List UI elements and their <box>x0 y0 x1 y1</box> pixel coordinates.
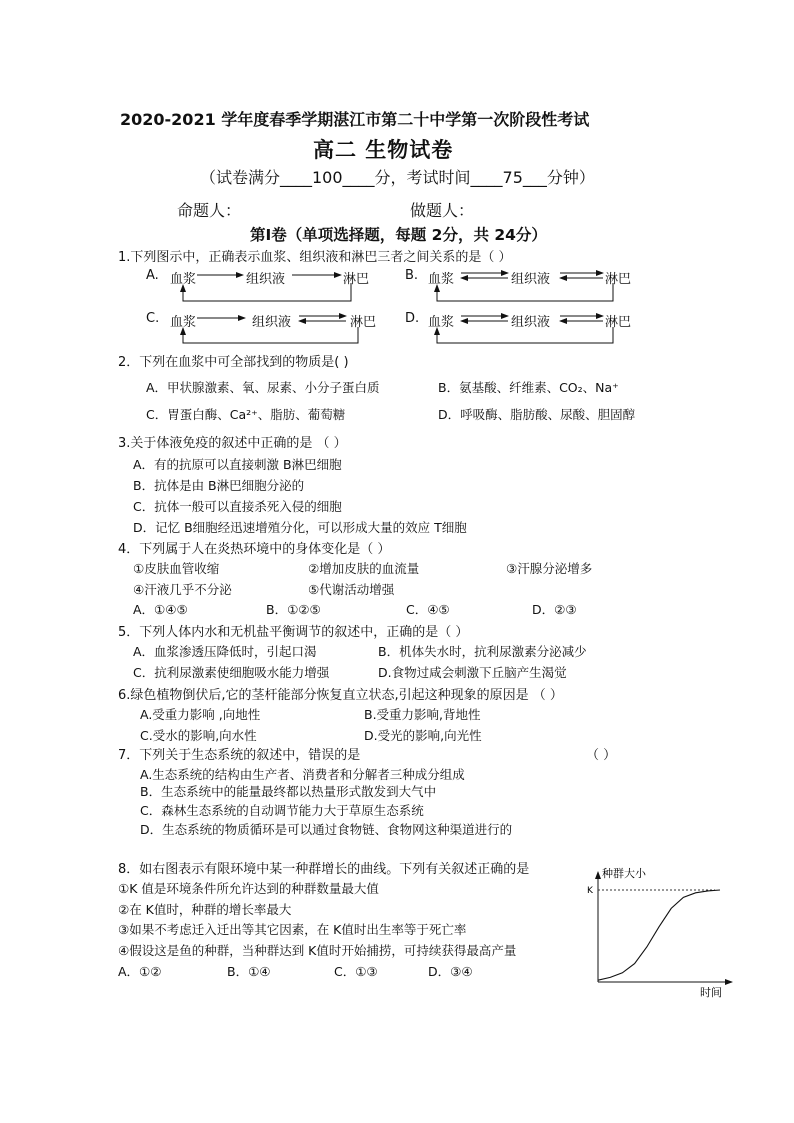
q3-option-a: A．有的抗原可以直接刺激 B淋巴细胞 <box>133 457 342 472</box>
diagram-a-plasma: 血浆 <box>170 272 197 287</box>
q7-option-c: C．森林生态系统的自动调节能力大于草原生态系统 <box>140 803 424 818</box>
diagram-a-lymph: 淋巴 <box>343 272 370 287</box>
q8-item-1: ①K 值是环境条件所允许达到的种群数量最大值 <box>118 881 379 896</box>
q4-item-1: ①皮肤血管收缩 <box>133 561 220 576</box>
q4-option-b: B．①②⑤ <box>266 602 321 617</box>
q5-option-b: B．机体失水时，抗利尿激素分泌减少 <box>378 644 587 659</box>
k-marker-label: K <box>587 886 593 896</box>
question-7-stem: 7．下列关于生态系统的叙述中，错误的是 <box>118 748 361 763</box>
y-axis-label: 种群大小 <box>602 867 646 880</box>
question-4-stem: 4．下列属于人在炎热环境中的身体变化是（ ） <box>118 542 391 557</box>
q8-option-b: B．①④ <box>227 964 271 979</box>
q2-option-c: C．胃蛋白酶、Ca²⁺、脂肪、葡萄糖 <box>146 407 346 422</box>
section-heading: 第Ⅰ卷（单项选择题，每题 2分，共 24分） <box>250 226 547 244</box>
diagram-a-letter: A. <box>146 268 159 283</box>
q7-option-b: B．生态系统中的能量最终都以热量形式散发到大气中 <box>140 784 437 799</box>
q2-option-b: B．氨基酸、纤维素、CO₂、Na⁺ <box>438 380 619 395</box>
exam-subtitle: 高二 生物试卷 <box>313 138 454 162</box>
question-1-stem: 1.下列图示中，正确表示血浆、组织液和淋巴三者之间关系的是（ ） <box>118 250 512 265</box>
author-label: 命题人： <box>177 201 242 220</box>
q7-option-a: A.生态系统的结构由生产者、消费者和分解者三种成分组成 <box>140 767 465 782</box>
question-5-stem: 5．下列人体内水和无机盐平衡调节的叙述中，正确的是（ ） <box>118 625 469 640</box>
q4-option-c: C．④⑤ <box>406 602 450 617</box>
diagram-b-lymph: 淋巴 <box>605 272 632 287</box>
exam-title: 2020-2021 学年度春季学期湛江市第二十中学第一次阶段性考试 <box>120 110 590 129</box>
diagram-c-letter: C. <box>146 311 160 326</box>
q5-option-c: C．抗利尿激素使细胞吸水能力增强 <box>133 665 330 680</box>
q6-option-c: C.受水的影响,向水性 <box>140 728 257 743</box>
diagram-a-tissue: 组织液 <box>246 272 286 287</box>
q3-option-d: D．记忆 B细胞经迅速增殖分化，可以形成大量的效应 T细胞 <box>133 520 467 535</box>
q5-option-d: D.食物过咸会刺激下丘脑产生渴觉 <box>378 665 567 680</box>
diagram-b-tissue: 组织液 <box>511 272 551 287</box>
q4-item-2: ②增加皮肤的血流量 <box>308 561 420 576</box>
q4-option-a: A．①④⑤ <box>133 602 188 617</box>
diagram-b-plasma: 血浆 <box>428 272 455 287</box>
q8-option-a: A．①② <box>118 964 162 979</box>
q4-item-4: ④汗液几乎不分泌 <box>133 582 232 597</box>
diagram-d-letter: D. <box>405 311 420 326</box>
question-3-stem: 3.关于体液免疫的叙述中正确的是 （ ） <box>118 436 347 451</box>
diagram-d-plasma: 血浆 <box>428 315 455 330</box>
q7-option-d: D．生态系统的物质循环是可以通过食物链、食物网这种渠道进行的 <box>140 822 513 837</box>
exam-info: （试卷满分____100____分，考试时间____75___分钟） <box>200 168 595 187</box>
q4-item-3: ③汗腺分泌增多 <box>506 561 593 576</box>
q3-option-c: C．抗体一般可以直接杀死入侵的细胞 <box>133 499 342 514</box>
diagram-c-plasma: 血浆 <box>170 315 197 330</box>
q5-option-a: A．血浆渗透压降低时，引起口渴 <box>133 644 317 659</box>
q6-option-a: A.受重力影响 ,向地性 <box>140 707 261 722</box>
q4-option-d: D．②③ <box>532 602 577 617</box>
population-growth-chart <box>580 862 750 1000</box>
question-8-stem: 8．如右图表示有限环境中某一种群增长的曲线。下列有关叙述正确的是 <box>118 862 530 877</box>
q6-option-b: B.受重力影响,背地性 <box>364 707 481 722</box>
q2-option-a: A．甲状腺激素、氧、尿素、小分子蛋白质 <box>146 380 380 395</box>
q8-option-d: D．③④ <box>428 964 473 979</box>
diagram-d-tissue: 组织液 <box>511 315 551 330</box>
q4-item-5: ⑤代谢活动增强 <box>308 582 395 597</box>
question-6-stem: 6.绿色植物倒伏后,它的茎杆能部分恢复直立状态,引起这种现象的原因是 （ ） <box>118 688 563 703</box>
q2-option-d: D．呼吸酶、脂肪酸、尿酸、胆固醇 <box>438 407 636 422</box>
x-axis-label: 时间 <box>700 986 722 999</box>
diagram-b-letter: B. <box>405 268 419 283</box>
s-curve-series <box>598 890 720 980</box>
q8-item-3: ③如果不考虑迁入迁出等其它因素，在 K值时出生率等于死亡率 <box>118 922 467 937</box>
diagram-d-lymph: 淋巴 <box>605 315 632 330</box>
q8-item-2: ②在 K值时，种群的增长率最大 <box>118 902 292 917</box>
q6-option-d: D.受光的影响,向光性 <box>364 728 482 743</box>
q8-option-c: C．①③ <box>334 964 378 979</box>
question-2-stem: 2．下列在血浆中可全部找到的物质是( ) <box>118 355 349 370</box>
question-7-paren: （ ） <box>586 748 617 763</box>
diagram-c-lymph: 淋巴 <box>350 315 377 330</box>
diagram-c-tissue: 组织液 <box>252 315 292 330</box>
q3-option-b: B．抗体是由 B淋巴细胞分泌的 <box>133 478 305 493</box>
q8-item-4: ④假设这是鱼的种群，当种群达到 K值时开始捕捞，可持续获得最高产量 <box>118 943 517 958</box>
reviewer-label: 做题人： <box>410 201 475 220</box>
